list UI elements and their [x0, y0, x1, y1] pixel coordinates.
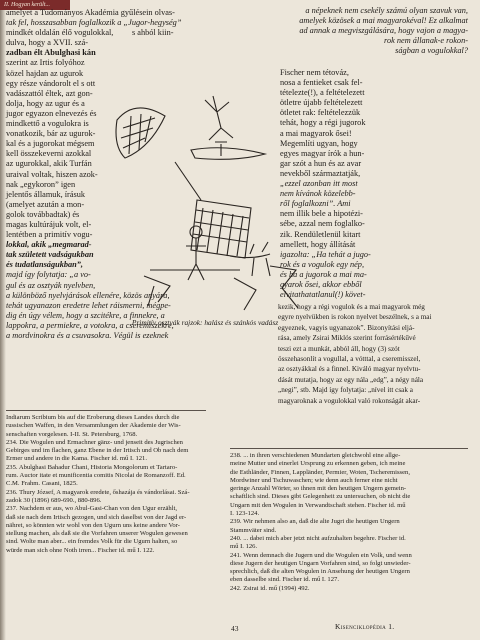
right-line: gyarok ősei, akkor ebből: [280, 279, 362, 289]
footnote-line: 236. Thury József, A magyarok eredete, őshazája és vándorlásai. Szá-: [6, 488, 190, 496]
footnote-line: russischen Waffen, in den Versammlungen der Akademie der Wis-: [6, 422, 181, 430]
main-text-continued: [278, 302, 468, 406]
footnote-line: 241. Wenn demnach die Jugern und die Wogulen ein Volk, und wenn: [230, 551, 412, 559]
footnote-separator-right: [230, 448, 468, 449]
footnote-line: die Esthländer, Finnen, Lappländer, Permier, Woten, Tscheremissen,: [230, 468, 410, 476]
right-line: Fischer nem tétováz,: [280, 68, 349, 77]
right-line: rok és a vogulok egy nép,: [280, 259, 365, 269]
left-line: magas kultúrájuk volt, el-: [6, 219, 92, 229]
left-line: mindkét oldalán élő vogulokkal,: [6, 28, 114, 38]
left-line: lokkal, akik „megmarad-: [6, 240, 92, 250]
right-line: tételezte(!), a feltételezett: [280, 88, 365, 98]
right-line: „ezzel azonban itt most: [280, 179, 358, 189]
footnote-line: zadok 30 (1896) 689-690., 880-896.: [6, 496, 102, 504]
right-line: nosa a fentieket csak fel-: [280, 78, 363, 88]
left-line: dig én úgy vélem, hogy a szcitékre, a finnekre, a: [6, 310, 165, 320]
footnote-line: sprechlich, daß die alten Wogulen in Ansehung der heutigen Ungern: [230, 568, 410, 576]
left-line: mindkettő a vogulokra is: [6, 119, 89, 129]
footnote-line: geringe Anzahl Wörter, so ihnen mit den heutigen Ungern gemein-: [230, 485, 407, 493]
top-line-1: a népeknek nem csekély számú olyan szavuk van,: [305, 6, 468, 15]
page-number: 43: [231, 624, 239, 633]
footnote-line: würde man sich ohne Noth irren... Fischer id. mű I. 122.: [6, 546, 155, 554]
left-line: (amelyet azután a mon-: [6, 199, 85, 209]
left-line: gul és az osztyák nyelvben,: [6, 280, 96, 290]
footnote-line: meine Mutter und einerlei Ursprung zu erkennen geben, ich meine: [230, 460, 406, 468]
left-line: lappokra, a permiekre, a votokra, a cseremiszekre,: [6, 320, 174, 330]
footnotes-right: [230, 452, 466, 593]
footnote-line: 239. Wir nehmen also an, daß die alte Jugri die heutigen Ungern: [230, 518, 400, 526]
left-line: tak született vadságukban: [6, 250, 94, 260]
left-line: s ahból kiin-: [132, 28, 174, 37]
right-line: egyes magyar írók a hun-: [280, 148, 365, 158]
footnote-line: Indiarum Scribium bis auf die Eroberung dieses Landes durch die: [6, 414, 180, 421]
footnote-line: senschaften vorgelesen. I-II. St. Petersburg, 1768.: [6, 430, 138, 438]
right-line: nem illik bele a hipotézi-: [280, 209, 363, 219]
footnote-line: 235. Abulghasi Bahadur Chani, Historia Mongolorum et Tartaro-: [6, 463, 178, 471]
running-header-tab: II. Hogyan került...: [0, 0, 70, 10]
footnote-line: Mordwiner und Tschuwaschen; wie denn auch ferner eine nicht: [230, 476, 398, 484]
running-footer: Kisenciklopédia 1.: [335, 622, 395, 631]
top-line-4: rok nem állanak-e rokon-: [384, 36, 468, 46]
right-line: Megemlíti ugyan, hogy: [280, 138, 358, 148]
footnote-line: diese Jugern der heutigen Ungarn Vorfahren sind, so folgt unwieder-: [230, 559, 411, 567]
right-column: [280, 68, 462, 300]
footnote-line: I. 123-124.: [230, 510, 260, 518]
footnote-separator-left: [6, 410, 206, 411]
right-line: igazolta: „Ha tehát a jugo-: [280, 249, 371, 259]
left-line: nak „egykoron” igen: [6, 179, 76, 189]
footnote-line: 242. Zsirai id. mű (1994) 492.: [230, 584, 310, 592]
footnote-line: schaftlich sind. Dieses gibt Gelegenheit zu untersuchen, ob nicht die: [230, 493, 411, 501]
footnote-line: C.M. Frahm. Casani, 1825.: [6, 480, 78, 488]
left-line: a különböző nyelvjárások ellenére, közös anyára,: [6, 290, 170, 300]
right-line: ötletre újabb feltételezett: [280, 98, 363, 108]
right-line: zik. Rendületlenül kitart: [280, 229, 361, 239]
mid-line: összehasonlít a vogullal, a vótttal, a cseremisszel,: [278, 355, 421, 364]
mid-line: dását mutatja, hogy az egy nála „edg”, a négy nála: [278, 375, 424, 384]
right-line: elvitathatatlanul(!) követ-: [280, 290, 366, 300]
left-line: az ugurokkal, akik Turfán: [6, 159, 92, 169]
footnote-line: Ermer und andere in die Kama. Fischer id. mű I. 121.: [6, 455, 147, 463]
left-line: golok továbbadtak) és: [6, 209, 80, 219]
left-line: szerint az Irtis folyóhoz: [6, 58, 85, 68]
left-line: egy része vándorolt el s ott: [6, 78, 96, 88]
mid-line: kezik, hogy a régi vogulok és a mai magyarok még: [278, 303, 425, 311]
left-line: közel hajdan az ugurok: [6, 68, 84, 78]
footnote-line: 238. ... in ihren verschiedenen Mundarten gleichwohl eine allge-: [230, 452, 401, 459]
footnote-line: 237. Nachdem er aus, wo Abul-Gasi-Chan von den Ugur erzählt,: [6, 505, 178, 513]
mid-line: egyeznek, vagyis ugyanazok”. Bizonyítási eljá-: [278, 323, 415, 332]
mid-line: teszi ezt a munkát, abból áll, hogy (3) szót: [278, 344, 400, 353]
footnote-line: stellung machen, als daß sie die Vorfahren unserer Wogulen gewesen: [6, 530, 188, 538]
mid-line: egyre nyelvükben is rokon nyelvet beszélnek, s a mai: [278, 313, 432, 322]
left-line: jelentős államuk, írásuk: [6, 189, 86, 199]
top-line-3: ad annak a megviszgálására, hogy vajon a magya-: [299, 26, 468, 36]
left-line: dolja, hogy az ugur és a: [6, 98, 85, 108]
footnote-line: Gebirges und im flachen, ganz Ebene in der Irtisch und Ob nach dem: [6, 447, 189, 455]
right-line: ről foglalkozni”. Ami: [280, 199, 351, 209]
footnote-line: 240. ... dabei mich aber jetzt nicht aufzuhalten begehre. Fischer id.: [230, 534, 406, 542]
figure-caption: Primitív osztyák rajzok: halász és szánkós vadász: [131, 318, 279, 327]
footnote-line: 234. Die Wogulen und Ermachner gänz- und jenseit des Jugrischen: [6, 438, 183, 446]
left-line: majd így folytatja: „a vo-: [6, 270, 91, 280]
left-line: tak fel, hosszasabban foglalkozik a „Jugor-hegység”: [6, 18, 182, 28]
top-line-5: ságban a vogulokkal?: [395, 46, 468, 56]
footnote-line: sind. Wolte man aber... ein fremdes Volk für die Ugurn halten, so: [6, 538, 178, 546]
left-line: kell összekeverni azokkal: [6, 149, 92, 159]
left-line: tehát ugyanazon eredetre lehet ráismerni, mégpe-: [6, 300, 171, 310]
footnotes-left: [6, 414, 206, 555]
mid-line: magyaroknak a vogulokkal való rokonságát akar-: [278, 396, 421, 405]
right-line: amellett, hogy állítását: [280, 239, 356, 249]
sled-hunter-drawing: [130, 216, 300, 320]
right-line: ötletet rak: feltételezzük: [280, 108, 361, 118]
footnote-line: daß sie nach dem Irtisch gezogen, und sich daselbst von der Jagd er-: [6, 513, 187, 521]
left-line: a mordvinokra és a csuvasokra. Végül is ezeknek: [6, 331, 169, 340]
mid-line: rása, amely Zsirai Miklós szerint forrásértékűvé: [278, 334, 416, 343]
left-line: vadászattól éltek, azt gon-: [6, 88, 93, 98]
footnote-line: Ungarn mit den Wogulen in Verwandtschaft stehen. Fischer id. mű: [230, 501, 406, 509]
left-line: jugor egyazon elnevezés és: [6, 108, 97, 118]
right-line: a mai magyarok ősei!: [280, 128, 352, 138]
left-line: zadban élt Abulghasi kán: [6, 48, 96, 58]
footnote-line: rum. Auctor itate et munificentia comitis Nicolai de Romanzoff. Ed.: [6, 472, 186, 480]
right-line: nevekből származtatják,: [280, 168, 361, 178]
left-line: uraival voltak, hiszen azok-: [6, 169, 98, 179]
left-line: és tudatlanságukban”,: [6, 260, 83, 270]
left-line: amelyet a Tudományos Akadémia gyűlésein olvas-: [6, 8, 175, 17]
footnote-line: mű I. 126.: [230, 543, 258, 551]
right-line: nem kívánok közelebb-: [280, 189, 356, 199]
left-line: lentétben a primitív vogu-: [6, 230, 93, 240]
right-line: és ha a jugorok a mai ma-: [280, 269, 367, 279]
right-line: gar szót a hun és az avar: [280, 158, 362, 168]
top-center-text: [206, 6, 468, 56]
right-line: sébe, azzal nem foglalko-: [280, 219, 365, 229]
mid-line: az osztyákkal és a finnel. Kiváló magyar nyelvtu-: [278, 365, 421, 374]
footnote-line: eben dasselbe sind. Fischer id. mű I. 127.: [230, 576, 339, 584]
left-line: kal és a jugorokat mégsem: [6, 139, 95, 149]
footnote-line: nähret, so könnten wir wohl von den Ugurn uns keine andere Vor-: [6, 521, 180, 529]
mid-line: „negi”, stb. Majd így folytatja: „nível itt csak a: [278, 386, 413, 395]
left-line: vonatkozik, bár az ugurok-: [6, 129, 96, 139]
right-line: tehát, hogy a régi jugorok: [280, 118, 366, 128]
left-line: dulva, hogy a XVII. szá-: [6, 38, 89, 48]
footnote-line: Stammväter sind.: [230, 526, 277, 534]
top-line-2: amelyek közösek a mai magyarokéval! Ez alkalmat: [299, 16, 468, 26]
